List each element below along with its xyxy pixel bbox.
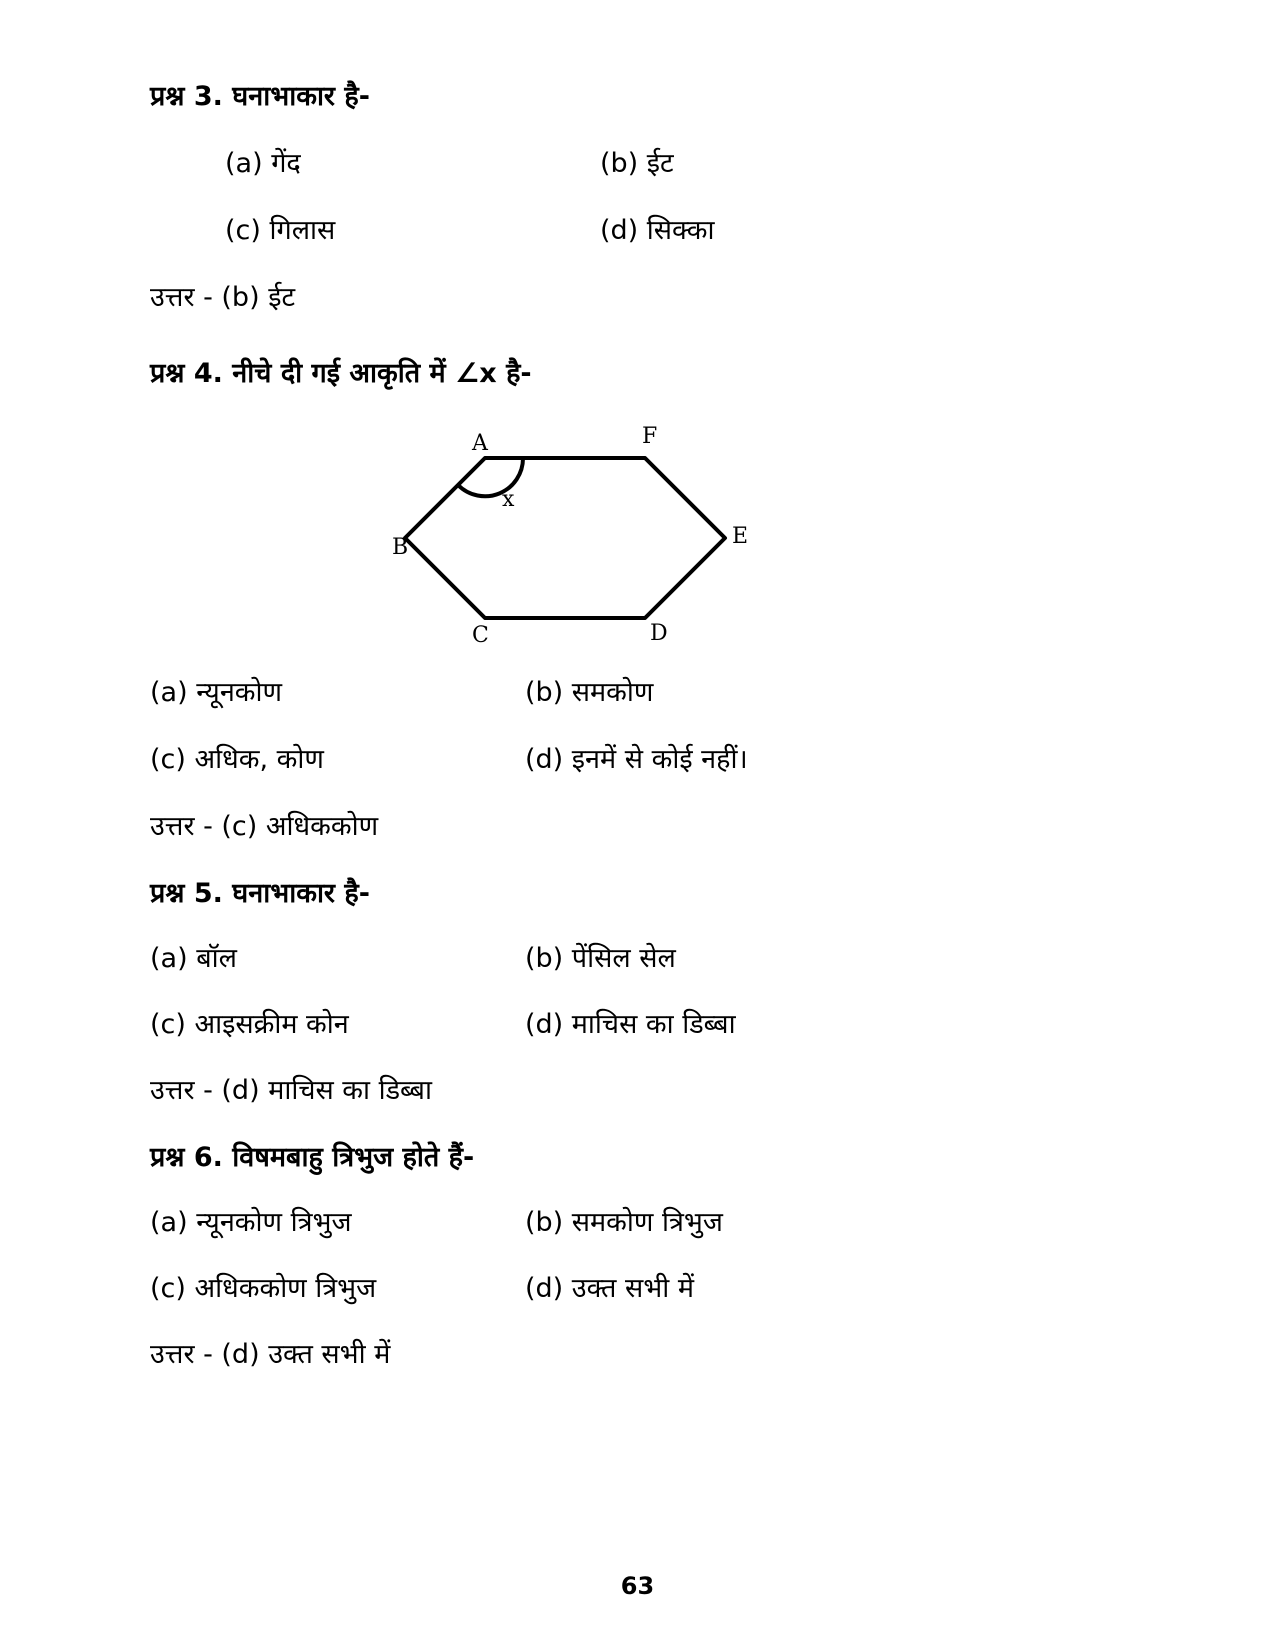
q6-option-a: (a) न्यूनकोण त्रिभुज	[150, 1207, 352, 1238]
question-4-title: प्रश्न 4. नीचे दी गई आकृति में ∠x है-	[150, 358, 532, 389]
question-6-title: प्रश्न 6. विषमबाहु त्रिभुज होते हैं-	[150, 1142, 475, 1173]
q6-option-b: (b) समकोण त्रिभुज	[525, 1207, 723, 1238]
q6-option-d: (d) उक्त सभी में	[525, 1273, 694, 1304]
q4-option-a: (a) न्यूनकोण	[150, 677, 283, 708]
q4-option-d: (d) इनमें से कोई नहीं।	[525, 744, 748, 775]
angle-label-x: x	[502, 487, 515, 512]
q5-option-a: (a) बॉल	[150, 943, 237, 974]
q3-answer: उत्तर - (b) ईट	[150, 282, 296, 313]
question-3-title: प्रश्न 3. घनाभाकार है-	[150, 81, 370, 112]
q4-option-c: (c) अधिक, कोण	[150, 744, 324, 775]
vertex-label-d: D	[650, 621, 668, 646]
q6-option-c: (c) अधिककोण त्रिभुज	[150, 1273, 377, 1304]
q3-option-c: (c) गिलास	[225, 215, 336, 246]
vertex-label-b: B	[392, 535, 409, 560]
q6-answer: उत्तर - (d) उक्त सभी में	[150, 1339, 391, 1370]
vertex-label-c: C	[472, 623, 489, 648]
question-5-title: प्रश्न 5. घनाभाकार है-	[150, 878, 370, 909]
q5-option-b: (b) पेंसिल सेल	[525, 943, 676, 974]
page-number: 63	[620, 1572, 655, 1600]
q3-option-b: (b) ईट	[600, 148, 674, 179]
hexagon-figure	[380, 408, 749, 648]
q5-option-d: (d) माचिस का डिब्बा	[525, 1009, 736, 1040]
vertex-label-a: A	[472, 431, 488, 456]
vertex-label-f: F	[642, 424, 658, 449]
vertex-label-e: E	[732, 524, 749, 549]
q4-option-b: (b) समकोण	[525, 677, 654, 708]
hexagon-shape	[405, 458, 725, 618]
q4-answer: उत्तर - (c) अधिककोण	[150, 811, 379, 842]
q5-option-c: (c) आइसक्रीम कोन	[150, 1009, 349, 1040]
q3-option-d: (d) सिक्का	[600, 215, 715, 246]
q3-option-a: (a) गेंद	[225, 148, 301, 179]
q5-answer: उत्तर - (d) माचिस का डिब्बा	[150, 1075, 432, 1106]
